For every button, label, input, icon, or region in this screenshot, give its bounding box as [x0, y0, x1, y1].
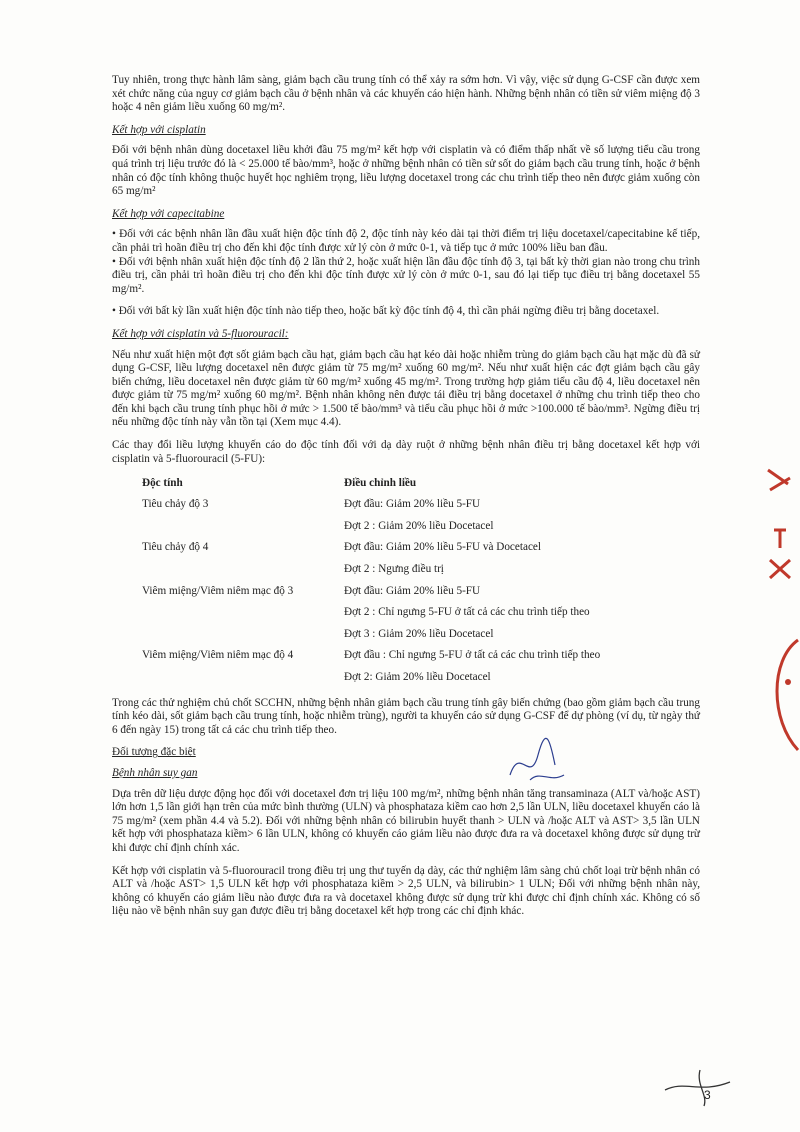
- signature-scribble-icon: [500, 735, 570, 795]
- table-cell: [142, 518, 344, 540]
- table-row: [142, 539, 600, 561]
- document-page: [112, 74, 700, 928]
- paragraph: Tuy nhiên, trong thực hành lâm sàng, giảm bạch cầu trung tính có thể xảy ra sớm hơn. Vì vậy, việc sử dụng G-CSF cần được xem xét chức năng của nguy cơ giảm bạch cầu ở bệnh nhân và các khuyến cáo hiện hành. Những bệnh nhân có tiền sử viêm miệng độ 3 hoặc 4 nên giảm liều xuống 60 mg/m².: [112, 74, 700, 114]
- table-row: [142, 626, 600, 648]
- paragraph: Các thay đổi liều lượng khuyến cáo do độc tính đối với dạ dày ruột ở những bệnh nhân điều trị bằng docetaxel kết hợp với cisplatin và 5-fluorouracil (5-FU):: [112, 439, 700, 465]
- section-heading: Bệnh nhân suy gan: [112, 766, 198, 779]
- table-cell: [142, 626, 344, 648]
- table-cell: [142, 604, 344, 626]
- table-cell: Đợt 2: Giảm 20% liều Docetacel: [344, 671, 491, 683]
- dose-adjustment-table: [142, 475, 600, 690]
- table-cell: [142, 561, 344, 583]
- table-cell: Viêm miệng/Viêm niêm mạc độ 3: [142, 584, 294, 597]
- paragraph: Dựa trên dữ liệu dược động học đối với docetaxel đơn trị liệu 100 mg/m², những bệnh nhân tăng transaminaza (ALT và/hoặc AST) lớn hơn 1,5 lần giới hạn trên của mức bình thường (ULN) và phosphataza kiềm cao hơn 2,5 lần ULN, liều docetaxel khuyến cáo là 75 mg/m² (xem phần 4.4 và 5.2). Đối với những bệnh nhân có bilirubin huyết thanh > ULN và /hoặc ALT và AST> 3,5 lần ULN kết hợp với phosphataza kiềm> 6 lần ULN, không có khuyến cáo giảm liều nào được đưa ra và docetaxel không được sử dụng trừ khi được chỉ định chính xác.: [112, 787, 700, 854]
- table-cell: Đợt đầu: Giảm 20% liều 5-FU: [344, 584, 481, 597]
- table-cell: Đợt 2 : Giảm 20% liều Docetacel: [344, 519, 494, 532]
- table-row: [142, 561, 600, 583]
- table-row: [142, 583, 600, 605]
- table-cell: Tiêu chảy độ 3: [142, 498, 209, 511]
- paragraph: Nếu như xuất hiện một đợt sốt giảm bạch cầu hạt, giảm bạch cầu hạt kéo dài hoặc nhiễm trùng do giảm bạch cầu hạt mặc dù đã sử dụng G-CSF, liều lượng docetaxel nên được giảm từ 75 mg/m² xuống 60 mg/m². Nếu như xuất hiện các đợt giảm bạch cầu gây biến chứng, liều docetaxel nên được giảm từ 60 mg/m² xuống 45 mg/m². Trong trường hợp giảm tiểu cầu độ 4, liều docetaxel nên được giảm từ 75 mg/m² xuống 60 mg/m². Bệnh nhân không nên được tái điều trị bằng docetaxel ở những chu trình tiếp theo cho đến khi bạch cầu trung tính phục hồi ở mức > 1.500 tế bào/mm³ và tiểu cầu phục hồi ở mức >100.000 tế bào/mm³. Ngừng điều trị nếu những độc tính này vẫn tồn tại (Xem mục 4.4).: [112, 348, 700, 429]
- table-cell: Đợt 2 : Ngưng điều trị: [344, 563, 444, 576]
- table-cell: Viêm miệng/Viêm niêm mạc độ 4: [142, 649, 294, 662]
- table-row: [142, 604, 600, 626]
- table-cell: Đợt 2 : Chỉ ngưng 5-FU ở tất cả các chu trình tiếp theo: [344, 606, 590, 619]
- paragraph: Kết hợp với cisplatin và 5-fluorouracil trong điều trị ung thư tuyến dạ dày, các thử nghiệm lâm sàng chủ chốt loại trừ bệnh nhân có ALT và /hoặc AST> 1,5 ULN kết hợp với phosphataza kiềm > 2,5 ULN, và bilirubin> 1 ULN; Đối với những bệnh nhân này, không có khuyến cáo giảm liều nào được đưa ra và docetaxel không được sử dụng trừ khi được chỉ định chính xác. Không có số liệu nào về bệnh nhân suy gan được điều trị bằng docetaxel kết hợp trong các chỉ định khác.: [112, 864, 700, 918]
- paragraph: • Đối với bệnh nhân xuất hiện độc tính độ 2 lần thứ 2, hoặc xuất hiện lần đầu độc tính độ 3, tại bất kỳ thời gian nào trong chu trình điều trị, cần phải trì hoãn điều trị cho đến khi độc tính được xử lý còn ở mức 0-1, sau đó lại tiếp tục điều trị bằng docetaxel 55 mg/m².: [112, 255, 700, 295]
- table-header-cell: Điều chỉnh liều: [344, 477, 417, 490]
- table-cell: [142, 669, 344, 691]
- table-row: [142, 518, 600, 540]
- section-heading: Kết hợp với capecitabine: [112, 207, 225, 220]
- page-signature-icon: [660, 1060, 740, 1110]
- table-row: [142, 496, 600, 518]
- section-heading: Đối tượng đặc biệt: [112, 746, 196, 759]
- table-cell: Tiêu chảy độ 4: [142, 541, 209, 554]
- table-cell: Đợt 3 : Giảm 20% liều Docetacel: [344, 627, 494, 640]
- table-cell: Đợt đầu: Giảm 20% liều 5-FU và Docetacel: [344, 541, 541, 554]
- paragraph: • Đối với bất kỳ lần xuất hiện độc tính nào tiếp theo, hoặc bất kỳ độc tính độ 4, thì cần phải ngừng điều trị bằng docetaxel.: [112, 305, 660, 318]
- table-cell: Đợt đầu : Chỉ ngưng 5-FU ở tất cả các chu trình tiếp theo: [344, 649, 601, 662]
- stamp-fragment-icon: [760, 460, 800, 780]
- table-header-row: [142, 475, 600, 496]
- section-heading: Kết hợp với cisplatin: [112, 123, 206, 136]
- table-header-cell: Độc tính: [142, 477, 183, 490]
- table-cell: Đợt đầu: Giảm 20% liều 5-FU: [344, 498, 481, 511]
- section-heading: Kết hợp với cisplatin và 5-fluorouracil:: [112, 327, 289, 340]
- paragraph: Trong các thử nghiệm chủ chốt SCCHN, những bệnh nhân giảm bạch cầu trung tính gây biến chứng (bao gồm giảm bạch cầu trung tính kéo dài, sốt giảm bạch cầu trung tính, hoặc nhiễm trùng), người ta khuyến cáo sử dụng G-CSF để dự phòng (ví dụ, từ ngày thứ 6 đến ngày 15) trong tất cả các chu trình tiếp theo.: [112, 696, 700, 736]
- table-row: [142, 647, 600, 669]
- page-number: 3: [704, 1088, 711, 1102]
- paragraph: Đối với bệnh nhân dùng docetaxel liều khởi đầu 75 mg/m² kết hợp với cisplatin và có điểm thấp nhất về số lượng tiểu cầu trong quá trình trị liệu trước đó là < 25.000 tế bào/mm³, hoặc ở những bệnh nhân có tiền sử sốt do giảm bạch cầu trung tính, hoặc ở bệnh nhân có độc tính không thuộc huyết học nghiêm trọng, liều lượng docetaxel trong các chu trình tiếp theo nên được giảm xuống còn 65 mg/m²: [112, 144, 700, 198]
- table-row: [142, 669, 600, 691]
- paragraph: • Đối với các bệnh nhân lần đầu xuất hiện độc tính độ 2, độc tính này kéo dài tại thời điểm trị liệu docetaxel/capecitabine kế tiếp, cần phải trì hoãn điều trị cho đến khi độc tính được xử lý còn ở mức 0-1, và tiếp tục ở mức 100% liều ban đầu.: [112, 228, 700, 254]
